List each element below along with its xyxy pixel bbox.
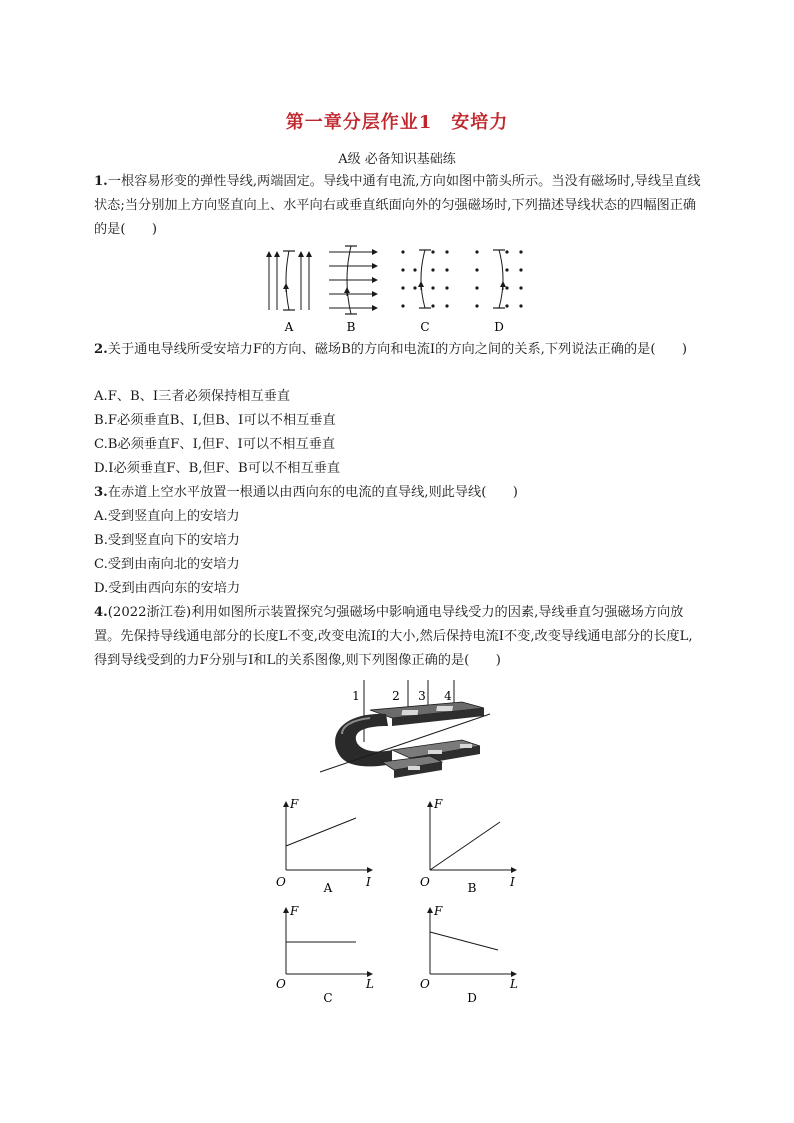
question-2-number: 2.	[94, 342, 108, 357]
apparatus-label-1: 1	[352, 689, 360, 703]
question-2-option-b: B.F必须垂直B、I,但B、I可以不相互垂直	[94, 413, 336, 428]
section-subtitle: A级 必备知识基础练	[338, 152, 456, 167]
graph-c-x-label: L	[366, 977, 374, 991]
question-2-option-d: D.I必须垂直F、B,但F、B可以不相互垂直	[94, 461, 341, 476]
apparatus-label-4: 4	[444, 689, 452, 703]
graph-a-x-label: I	[366, 875, 371, 889]
question-3-option-b: B.受到竖直向下的安培力	[94, 533, 240, 548]
figure-c	[401, 250, 448, 308]
graph-b-y-label: F	[434, 797, 443, 811]
question-2	[94, 338, 704, 362]
graph-b	[416, 794, 526, 898]
graph-d-x-label: L	[510, 977, 518, 991]
question-2-text: 关于通电导线所受安培力F的方向、磁场B的方向和电流I的方向之间的关系,下列说法正确的是( )	[107, 342, 687, 357]
graph-a-label: A	[323, 881, 333, 895]
graph-b-label: B	[467, 881, 477, 895]
question-4-number: 4.	[94, 605, 108, 620]
graph-c-y-label: F	[290, 904, 299, 918]
figure-b	[329, 246, 377, 314]
graph-b-origin: O	[420, 875, 430, 889]
graph-d-y-label: F	[434, 904, 443, 918]
figure-label-c: C	[420, 320, 430, 334]
graph-b-x-label: I	[510, 875, 515, 889]
question-4-text: (2022浙江卷)利用如图所示装置探究匀强磁场中影响通电导线受力的因素,导线垂直匀强磁场方向放置。先保持导线通电部分的长度L不变,改变电流I的大小,然后保持电流I不变,改变导线通电部分的长度L,得到导线受到的力F分别与I和L的关系图像,则下列图像正确的是( )	[94, 605, 693, 668]
question-2-option-c: C.B必须垂直F、I,但F、I可以不相互垂直	[94, 437, 336, 452]
graph-d	[416, 902, 526, 1006]
question-1	[94, 170, 704, 242]
magnet-apparatus-figure	[312, 678, 494, 786]
question-3-option-d: D.受到由西向东的安培力	[94, 581, 241, 596]
graph-d-label: D	[467, 991, 477, 1005]
apparatus-label-3: 3	[418, 689, 426, 703]
question-1-figures	[255, 240, 545, 336]
graph-c-label: C	[323, 991, 333, 1005]
figure-label-b: B	[346, 320, 356, 334]
figure-a	[269, 251, 309, 310]
graph-a-origin: O	[276, 875, 286, 889]
apparatus-label-2: 2	[392, 689, 400, 703]
question-3-text: 在赤道上空水平放置一根通以由西向东的电流的直导线,则此导线( )	[107, 485, 518, 500]
question-1-text: 一根容易形变的弹性导线,两端固定。导线中通有电流,方向如图中箭头所示。当没有磁场时,导线呈直线状态;当分别加上方向竖直向上、水平向右或垂直纸面向外的匀强磁场时,下列描述导线状态的四幅图正确的是( )	[94, 174, 701, 237]
question-1-number: 1.	[94, 174, 108, 189]
graph-d-origin: O	[420, 977, 430, 991]
question-3-option-c: C.受到由南向北的安培力	[94, 557, 240, 572]
graph-a	[272, 794, 382, 898]
graph-c-origin: O	[276, 977, 286, 991]
figure-label-d: D	[494, 320, 504, 334]
question-3	[94, 481, 704, 505]
graph-a-y-label: F	[290, 797, 299, 811]
question-3-number: 3.	[94, 485, 108, 500]
question-4	[94, 601, 704, 673]
figure-label-a: A	[284, 320, 294, 334]
figure-d	[475, 250, 522, 308]
graph-c	[272, 902, 382, 1006]
question-2-option-a: A.F、B、I三者必须保持相互垂直	[94, 389, 291, 404]
page-title: 第一章分层作业1 安培力	[285, 112, 509, 133]
question-3-option-a: A.受到竖直向上的安培力	[94, 509, 240, 524]
